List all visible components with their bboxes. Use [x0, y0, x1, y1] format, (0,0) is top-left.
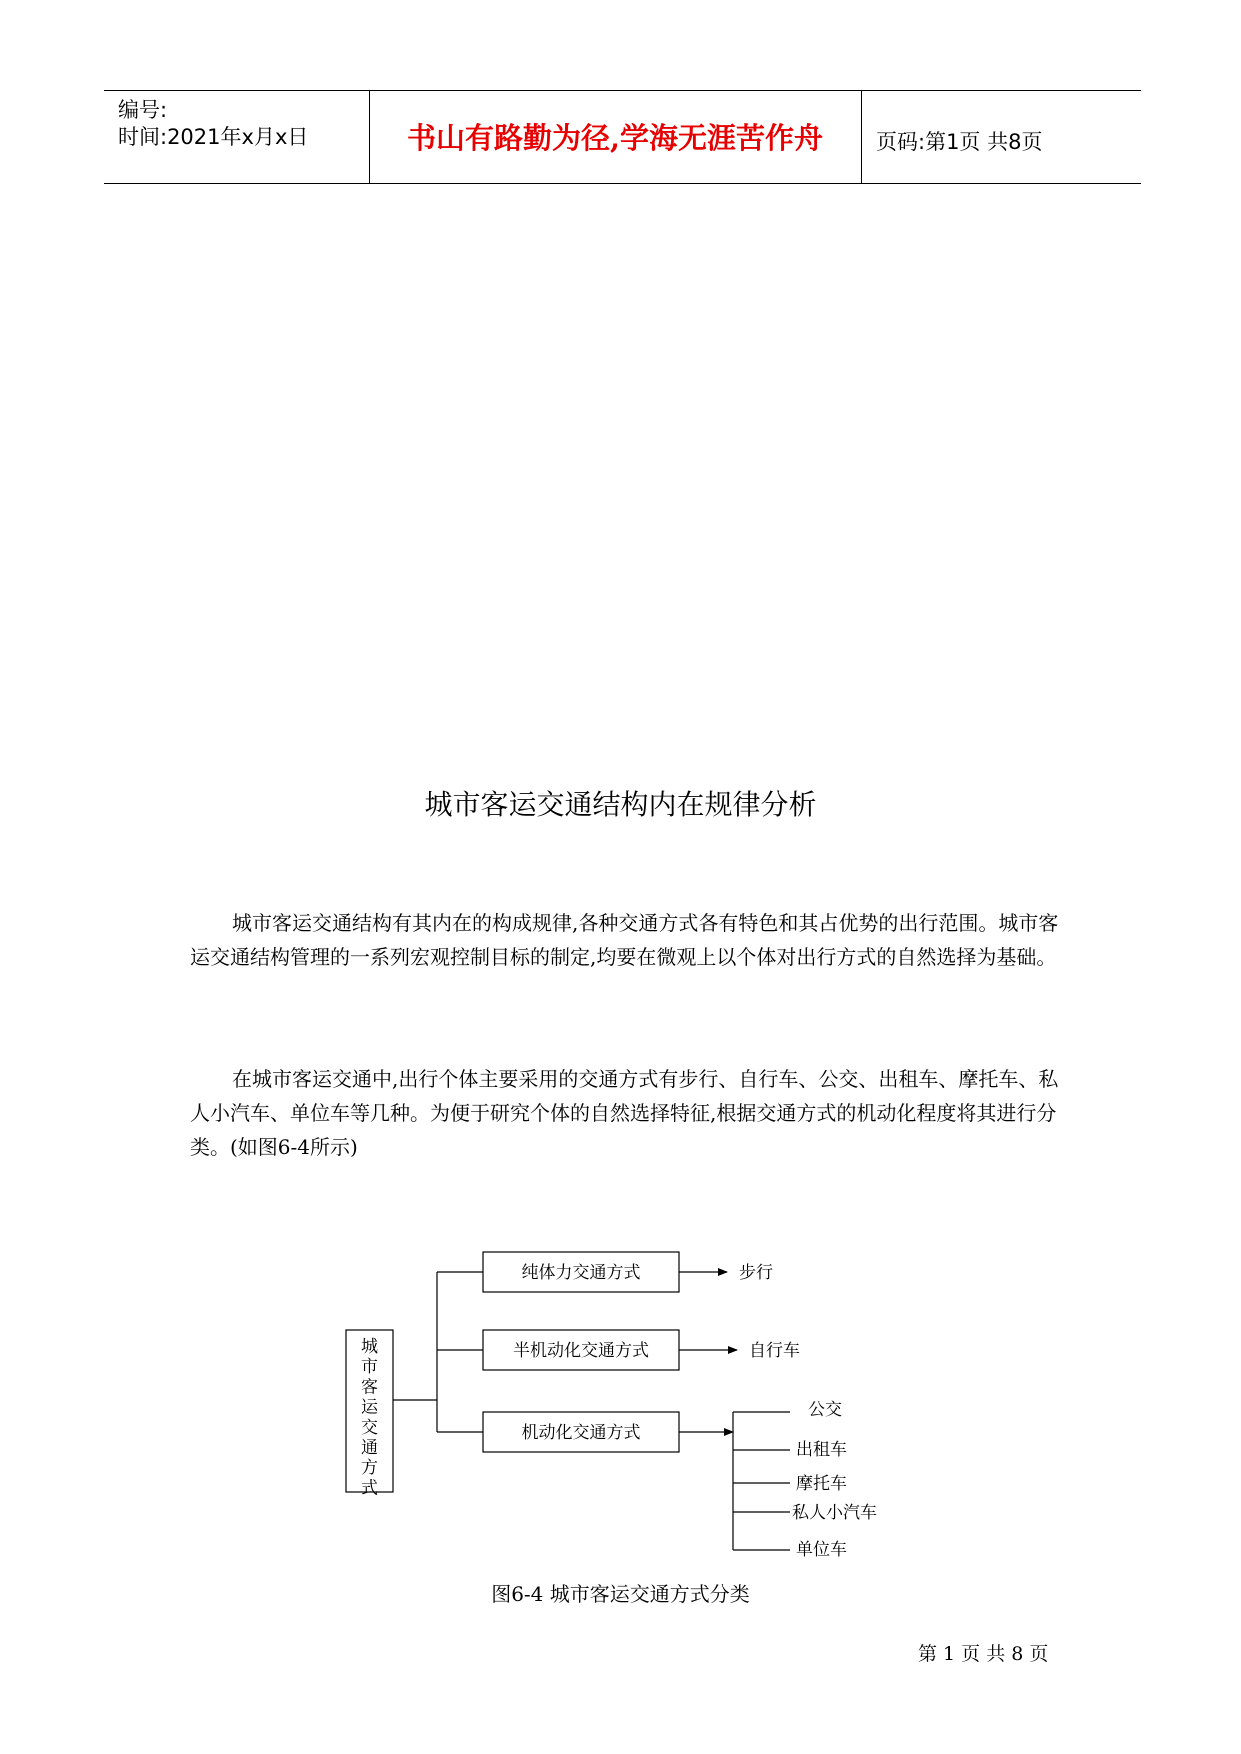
- root-label-char: 交: [361, 1417, 378, 1438]
- header-number-label: 编号:: [118, 98, 168, 122]
- paragraph-2-text: 在城市客运交通中,出行个体主要采用的交通方式有步行、自行车、公交、出租车、摩托车、私人小汽车、单位车等几种。为便于研究个体的自然选择特征,根据交通方式的机动化程度将其进行分类。(如图6-4所示): [190, 1067, 1059, 1159]
- root-label: [361, 1337, 379, 1498]
- root-label-char: 城: [361, 1337, 378, 1357]
- category-label-3: 机动化交通方式: [521, 1423, 641, 1443]
- result-motorcycle: 摩托车: [796, 1474, 847, 1494]
- header-motto: 书山有路勤为径,学海无涯苦作舟: [406, 121, 824, 155]
- header-page-label: 页码:第1页 共8页: [876, 130, 1043, 154]
- result-walk: 步行: [739, 1263, 773, 1283]
- root-label-char: 式: [361, 1478, 378, 1499]
- result-taxi: 出租车: [796, 1440, 847, 1460]
- paragraph-1-text: 城市客运交通结构有其内在的构成规律,各种交通方式各有特色和其占优势的出行范围。城市客运交通结构管理的一系列宏观控制目标的制定,均要在微观上以个体对出行方式的自然选择为基础。: [190, 911, 1059, 969]
- category-label-1: 纯体力交通方式: [521, 1263, 641, 1283]
- document-title: 城市客运交通结构内在规律分析: [424, 788, 817, 821]
- result-work-vehicle: 单位车: [796, 1540, 847, 1560]
- root-label-char: 运: [361, 1397, 378, 1418]
- category-label-2: 半机动化交通方式: [513, 1341, 649, 1361]
- result-private-car: 私人小汽车: [792, 1503, 877, 1523]
- header-time-label: 时间:2021年x月x日: [118, 125, 309, 149]
- root-label-char: 通: [361, 1438, 378, 1458]
- page-footer: 第 1 页 共 8 页: [918, 1643, 1049, 1665]
- result-bus: 公交: [808, 1400, 842, 1420]
- root-label-char: 方: [361, 1458, 378, 1479]
- figure-caption: 图6-4 城市客运交通方式分类: [491, 1582, 750, 1606]
- result-bicycle: 自行车: [749, 1341, 800, 1361]
- root-label-char: 市: [361, 1357, 378, 1378]
- root-label-char: 客: [361, 1377, 378, 1398]
